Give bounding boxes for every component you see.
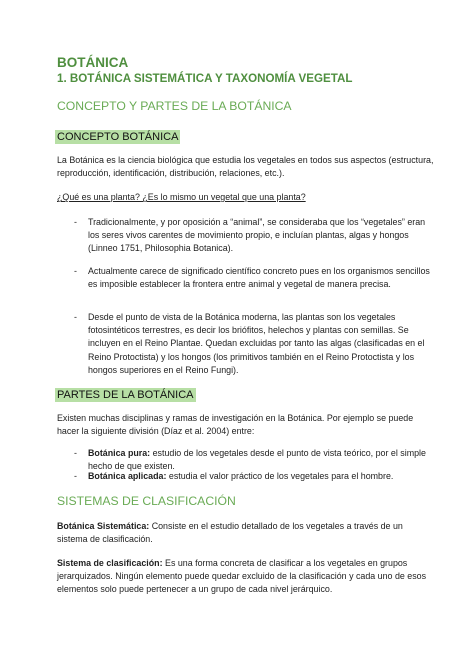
bullet-text: Actualmente carece de significado científico concreto pues en los organismos sencillos es imposible establecer la frontera entre animal y vegetal de manera precisa. <box>88 266 430 290</box>
bullet-dash: - <box>74 266 77 276</box>
bullet-dash: - <box>74 312 77 322</box>
partes-paragraph: Existen muchas disciplinas y ramas de investigación en la Botánica. Por ejemplo se puede hacer la siguiente división (Díaz et al. 2004) entre: <box>57 413 414 437</box>
bullet-dash: - <box>74 471 77 481</box>
bullet-term: Botánica aplicada: <box>88 471 167 481</box>
bullet-text: Tradicionalmente, y por oposición a “animal”, se consideraba que los “vegetales” eran los seres vivos carentes de movimiento propio, e incluían plantas, algas y hongos (Linneo 1751, Philosophia Botanica). <box>88 217 426 254</box>
bullet-description: estudio de los vegetales desde el punto de vista teórico, por el simple hecho de que existen. <box>88 448 426 472</box>
sistematica-text: Consiste en el estudio detallado de los vegetales a través de un sistema de clasificación. <box>57 521 403 545</box>
partes-botanica-heading: PARTES DE LA BOTÁNICA <box>57 389 194 401</box>
list-item <box>57 311 434 377</box>
document-title: BOTÁNICA <box>57 55 129 70</box>
document-subtitle: 1. BOTÁNICA SISTEMÁTICA Y TAXONOMÍA VEGETAL <box>57 72 353 85</box>
bullet-dash: - <box>74 448 77 458</box>
bullet-text: Desde el punto de vista de la Botánica moderna, las plantas son los vegetales fotosintéticos terrestres, es decir los briófitos, helechos y plantas con semillas. Se incluyen en el Reino Plantae. Quedan excluidas por tanto las algas (clasificadas en el Reino Protoctista) y los hongos (los primitivos también en el Reino Protoctista y los hongos superiores en el Reino Fungi). <box>88 312 425 375</box>
sistematica-paragraph <box>57 520 434 546</box>
partes-heading-container <box>57 385 434 403</box>
bullet-dash: - <box>74 217 77 227</box>
concepto-heading-container <box>57 127 434 145</box>
list-item <box>57 216 434 256</box>
clasificacion-text: Es una forma concreta de clasificar a los vegetales en grupos jerarquizados. Ningún elemento puede quedar excluido de la clasificación y cada uno de esos elementos solo puede pertenecer a un grupo de cada nivel jerárquico. <box>57 558 427 595</box>
bullet-term: Botánica pura: <box>88 448 151 458</box>
clasificacion-paragraph <box>57 557 434 597</box>
section-heading-concepto-partes: CONCEPTO Y PARTES DE LA BOTÁNICA <box>57 99 292 113</box>
list-item <box>57 470 434 483</box>
concepto-paragraph: La Botánica es la ciencia biológica que estudia los vegetales en todos sus aspectos (estructura, reproducción, identificación, distribución, relaciones, etc.). <box>57 155 434 179</box>
planta-question: ¿Qué es una planta? ¿Es lo mismo un vegetal que una planta? <box>57 192 306 202</box>
section-heading-sistemas: SISTEMAS DE CLASIFICACIÓN <box>57 494 236 508</box>
clasificacion-term: Sistema de clasificación: <box>57 558 163 568</box>
sistematica-term: Botánica Sistemática: <box>57 521 150 531</box>
concepto-botanica-heading: CONCEPTO BOTÁNICA <box>57 131 179 143</box>
bullet-description: estudia el valor práctico de los vegetales para el hombre. <box>166 471 394 481</box>
bullet-text <box>57 470 434 483</box>
list-item <box>57 265 434 291</box>
